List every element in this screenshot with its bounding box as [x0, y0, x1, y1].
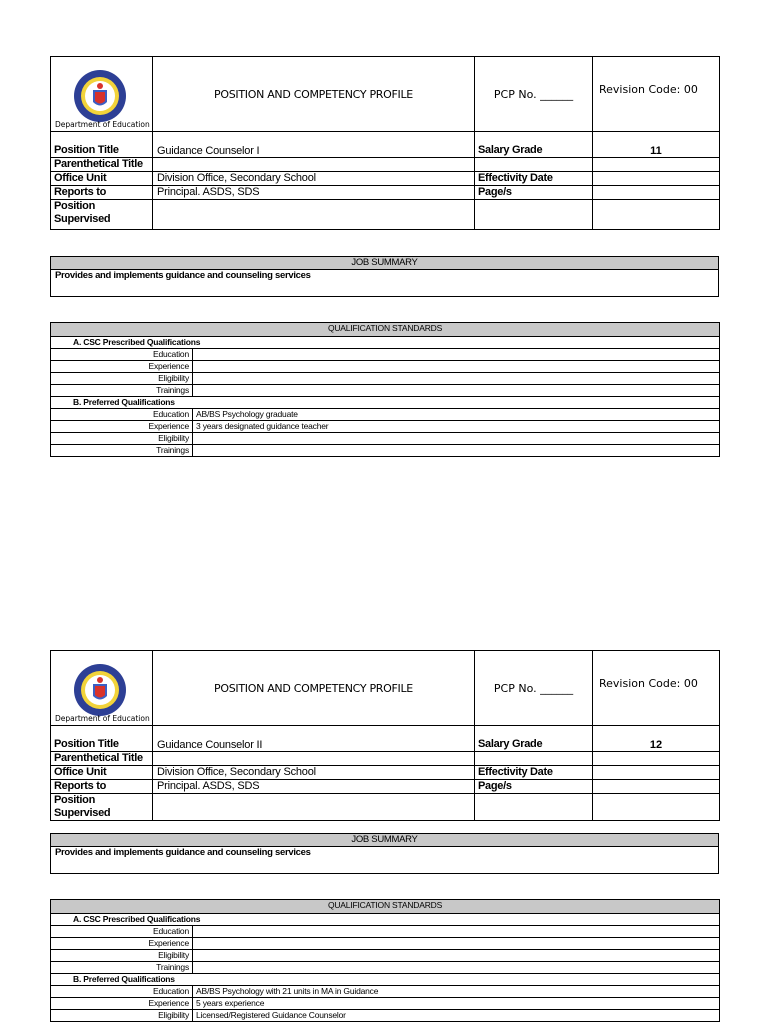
qual-value: [193, 361, 720, 373]
office-unit-value: Division Office, Secondary School: [153, 766, 475, 780]
salary-grade-label: Salary Grade: [475, 132, 593, 158]
qual-label: Trainings: [51, 385, 193, 397]
office-unit-value: Division Office, Secondary School: [153, 172, 475, 186]
qual-value: Licensed/Registered Guidance Counselor: [193, 1010, 720, 1022]
qual-label: Eligibility: [51, 373, 193, 385]
effectivity-date-value: [593, 766, 720, 780]
reports-to-label: Reports to: [51, 186, 153, 200]
table-row: [51, 1010, 720, 1022]
job-summary-header: JOB SUMMARY: [51, 257, 719, 270]
position-title-value: Guidance Counselor I: [153, 132, 475, 158]
form-title: POSITION AND COMPETENCY PROFILE: [153, 651, 475, 726]
empty-cell: [593, 752, 720, 766]
empty-cell: [475, 200, 593, 230]
qual-label: Education: [51, 986, 193, 998]
position-title-label: Position Title: [51, 726, 153, 752]
office-unit-label: Office Unit: [51, 172, 153, 186]
empty-cell: [475, 752, 593, 766]
parenthetical-title-label: Parenthetical Title: [51, 158, 153, 172]
position-title-value: Guidance Counselor II: [153, 726, 475, 752]
position-supervised-label: Position Supervised: [51, 200, 153, 230]
effectivity-date-label: Effectivity Date: [475, 172, 593, 186]
table-row: [51, 433, 720, 445]
preferred-section-header: B. Preferred Qualifications: [51, 397, 720, 409]
qual-label: Experience: [51, 938, 193, 950]
qualification-table-2: [50, 899, 720, 1022]
reports-to-value: Principal. ASDS, SDS: [153, 186, 475, 200]
qual-label: Trainings: [51, 445, 193, 457]
qual-value: [193, 445, 720, 457]
table-row: [51, 950, 720, 962]
empty-cell: [593, 158, 720, 172]
table-row: [51, 986, 720, 998]
table-row: [51, 361, 720, 373]
preferred-section-header: B. Preferred Qualifications: [51, 974, 720, 986]
office-unit-label: Office Unit: [51, 766, 153, 780]
position-supervised-value: [153, 200, 475, 230]
deped-logo-cell: [51, 57, 153, 132]
pcp-number: PCP No. ______: [475, 651, 593, 726]
salary-grade-value: 11: [593, 132, 720, 158]
position-supervised-value: [153, 794, 475, 821]
parenthetical-title-value: [153, 158, 475, 172]
job-summary-table-2: [50, 833, 719, 874]
job-summary-text: Provides and implements guidance and counseling services: [51, 847, 719, 874]
empty-cell: [593, 794, 720, 821]
position-supervised-label: Position Supervised: [51, 794, 153, 821]
qual-value: [193, 433, 720, 445]
qual-label: Education: [51, 926, 193, 938]
salary-grade-value: 12: [593, 726, 720, 752]
qualification-header: QUALIFICATION STANDARDS: [51, 323, 720, 337]
table-row: [51, 445, 720, 457]
deped-seal-icon: [73, 663, 127, 717]
qualification-header: QUALIFICATION STANDARDS: [51, 900, 720, 914]
pcp-number: PCP No. ______: [475, 57, 593, 132]
parenthetical-title-value: [153, 752, 475, 766]
deped-seal-icon: [73, 69, 127, 123]
job-summary-text: Provides and implements guidance and counseling services: [51, 270, 719, 297]
position-title-label: Position Title: [51, 132, 153, 158]
qual-value: [193, 373, 720, 385]
qual-value: [193, 926, 720, 938]
parenthetical-title-label: Parenthetical Title: [51, 752, 153, 766]
table-row: [51, 385, 720, 397]
csc-section-header: A. CSC Prescribed Qualifications: [51, 914, 720, 926]
pages-label: Page/s: [475, 186, 593, 200]
qual-label: Eligibility: [51, 950, 193, 962]
qual-value: [193, 938, 720, 950]
department-name: Department of Education: [55, 120, 150, 129]
table-row: [51, 962, 720, 974]
job-summary-table-1: [50, 256, 719, 297]
qual-label: Education: [51, 349, 193, 361]
pages-label: Page/s: [475, 780, 593, 794]
qual-value: [193, 962, 720, 974]
salary-grade-label: Salary Grade: [475, 726, 593, 752]
form-title: POSITION AND COMPETENCY PROFILE: [153, 57, 475, 132]
table-row: [51, 373, 720, 385]
table-row: [51, 409, 720, 421]
empty-cell: [475, 794, 593, 821]
pages-value: [593, 780, 720, 794]
csc-section-header: A. CSC Prescribed Qualifications: [51, 337, 720, 349]
reports-to-label: Reports to: [51, 780, 153, 794]
profile-header-table-1: [50, 56, 720, 230]
qual-value: [193, 349, 720, 361]
qual-label: Experience: [51, 361, 193, 373]
qual-value: 3 years designated guidance teacher: [193, 421, 720, 433]
qualification-table-1: [50, 322, 720, 457]
qual-label: Education: [51, 409, 193, 421]
job-summary-header: JOB SUMMARY: [51, 834, 719, 847]
qual-label: Eligibility: [51, 1010, 193, 1022]
qual-value: 5 years experience: [193, 998, 720, 1010]
empty-cell: [475, 158, 593, 172]
qual-label: Eligibility: [51, 433, 193, 445]
table-row: [51, 349, 720, 361]
qual-label: Trainings: [51, 962, 193, 974]
department-name: Department of Education: [55, 714, 150, 723]
table-row: [51, 998, 720, 1010]
revision-code: Revision Code: 00: [593, 651, 720, 726]
qual-value: AB/BS Psychology with 21 units in MA in Guidance: [193, 986, 720, 998]
table-row: [51, 938, 720, 950]
qual-value: [193, 385, 720, 397]
table-row: [51, 421, 720, 433]
deped-logo-cell: [51, 651, 153, 726]
reports-to-value: Principal. ASDS, SDS: [153, 780, 475, 794]
revision-code: Revision Code: 00: [593, 57, 720, 132]
table-row: [51, 926, 720, 938]
empty-cell: [593, 200, 720, 230]
profile-header-table-2: [50, 650, 720, 821]
qual-label: Experience: [51, 421, 193, 433]
qual-value: [193, 950, 720, 962]
effectivity-date-value: [593, 172, 720, 186]
qual-label: Experience: [51, 998, 193, 1010]
qual-value: AB/BS Psychology graduate: [193, 409, 720, 421]
effectivity-date-label: Effectivity Date: [475, 766, 593, 780]
pages-value: [593, 186, 720, 200]
